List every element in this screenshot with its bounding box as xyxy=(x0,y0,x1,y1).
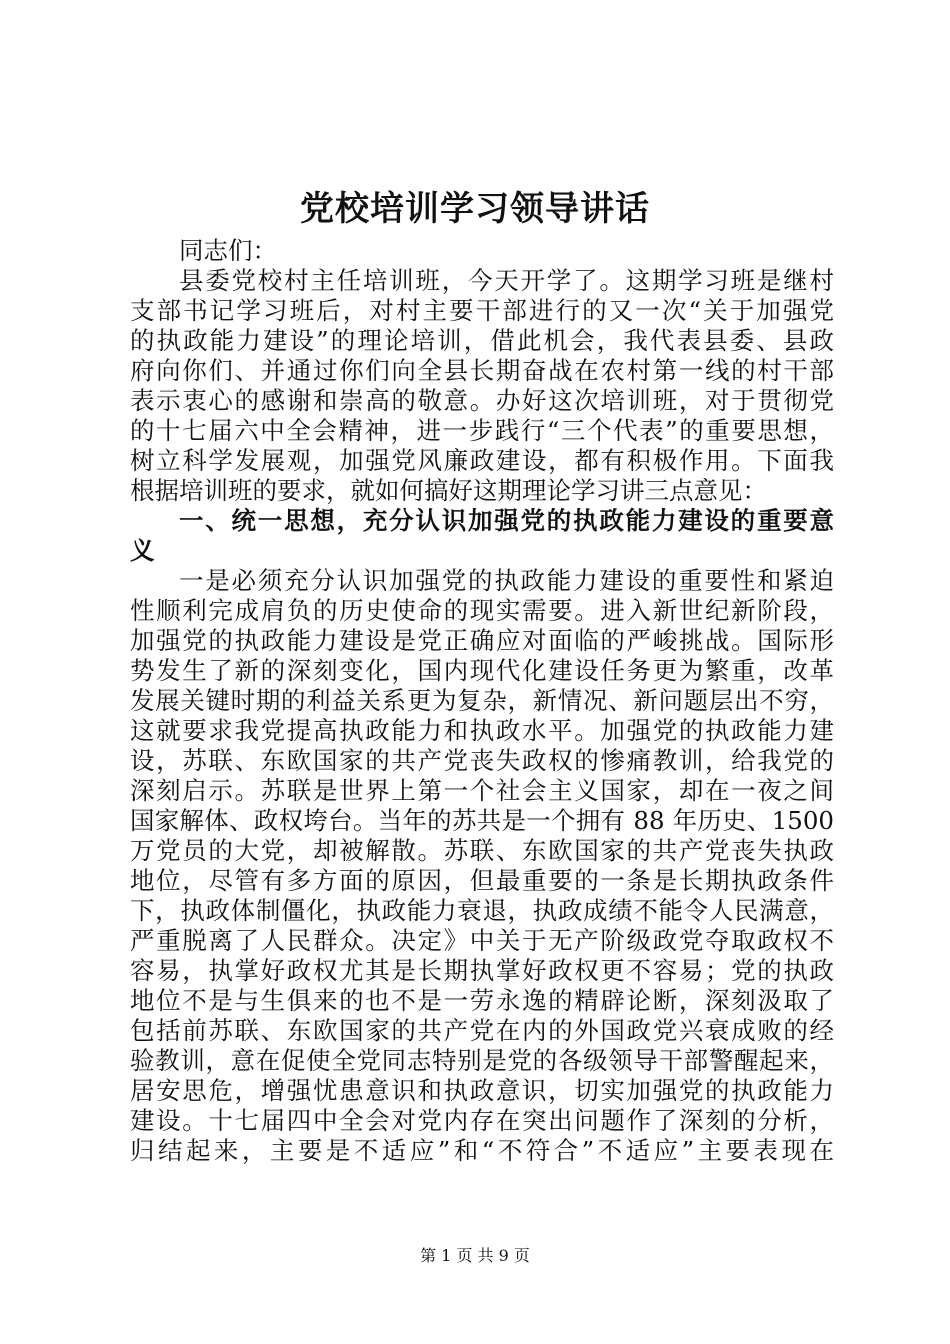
body-text-line: 严重脱离了人民群众。决定》中关于无产阶级政党夺取政权不 xyxy=(130,926,834,955)
body-text-line: 的十七届六中全会精神，进一步践行“三个代表”的重要思想， xyxy=(130,416,834,445)
body-text-line: 加强党的执政能力建设是党正确应对面临的严峻挑战。国际形 xyxy=(130,626,834,655)
section-heading-line: 一、统一思想，充分认识加强党的执政能力建设的重要意 xyxy=(179,506,834,535)
body-text-line: 地位，尽管有多方面的原因，但最重要的一条是长期执政条件 xyxy=(130,866,834,895)
body-text-line: 性顺利完成肩负的历史使命的现实需要。进入新世纪新阶段， xyxy=(130,596,834,625)
body-text-line: 设，苏联、东欧国家的共产党丧失政权的惨痛教训，给我党的 xyxy=(130,746,834,775)
body-text-line: 深刻启示。苏联是世界上第一个社会主义国家，却在一夜之间 xyxy=(130,776,834,805)
body-text-line: 的执政能力建设”的理论培训，借此机会，我代表县委、县政 xyxy=(130,326,834,355)
page-footer: 第 1 页 共 9 页 xyxy=(420,1246,530,1265)
document-body xyxy=(130,236,834,1166)
body-text-line: 府向你们、并通过你们向全县长期奋战在农村第一线的村干部 xyxy=(130,356,834,385)
body-text-line: 国家解体、政权垮台。当年的苏共是一个拥有 88 年历史、1500 xyxy=(130,806,834,835)
body-text-line: 容易，执掌好政权尤其是长期执掌好政权更不容易；党的执政 xyxy=(130,956,834,985)
body-text-line: 建设。十七届四中全会对党内存在突出问题作了深刻的分析， xyxy=(130,1106,834,1135)
body-text-line: 发展关键时期的利益关系更为复杂，新情况、新问题层出不穷， xyxy=(130,686,834,715)
body-text-line: 根据培训班的要求，就如何搞好这期理论学习讲三点意见： xyxy=(130,476,767,505)
body-text-line: 这就要求我党提高执政能力和执政水平。加强党的执政能力建 xyxy=(130,716,834,745)
document-title: 党校培训学习领导讲话 xyxy=(300,189,650,229)
body-text-line: 包括前苏联、东欧国家的共产党在内的外国政党兴衰成败的经 xyxy=(130,1016,834,1045)
body-text-line: 表示衷心的感谢和崇高的敬意。办好这次培训班，对于贯彻党 xyxy=(130,386,834,415)
body-text-line: 下，执政体制僵化，执政能力衰退，执政成绩不能令人民满意， xyxy=(130,896,834,925)
body-text-line: 归结起来，主要是不适应”和“不符合”不适应”主要表现在 xyxy=(130,1136,834,1165)
body-text-line: 验教训，意在促使全党同志特别是党的各级领导干部警醒起来， xyxy=(130,1046,834,1075)
body-text-line: 同志们： xyxy=(179,236,277,265)
body-text-line: 万党员的大党，却被解散。苏联、东欧国家的共产党丧失执政 xyxy=(130,836,834,865)
body-text-line: 势发生了新的深刻变化，国内现代化建设任务更为繁重，改革 xyxy=(130,656,834,685)
body-text-line: 一是必须充分认识加强党的执政能力建设的重要性和紧迫 xyxy=(179,566,834,595)
body-text-line: 居安思危，增强忧患意识和执政意识，切实加强党的执政能力 xyxy=(130,1076,834,1105)
section-heading-line: 义 xyxy=(130,536,155,565)
body-text-line: 树立科学发展观，加强党风廉政建设，都有积极作用。下面我 xyxy=(130,446,834,475)
body-text-line: 地位不是与生俱来的也不是一劳永逸的精辟论断，深刻汲取了 xyxy=(130,986,834,1015)
body-text-line: 支部书记学习班后，对村主要干部进行的又一次“关于加强党 xyxy=(130,296,834,325)
body-text-line: 县委党校村主任培训班，今天开学了。这期学习班是继村 xyxy=(179,266,834,295)
